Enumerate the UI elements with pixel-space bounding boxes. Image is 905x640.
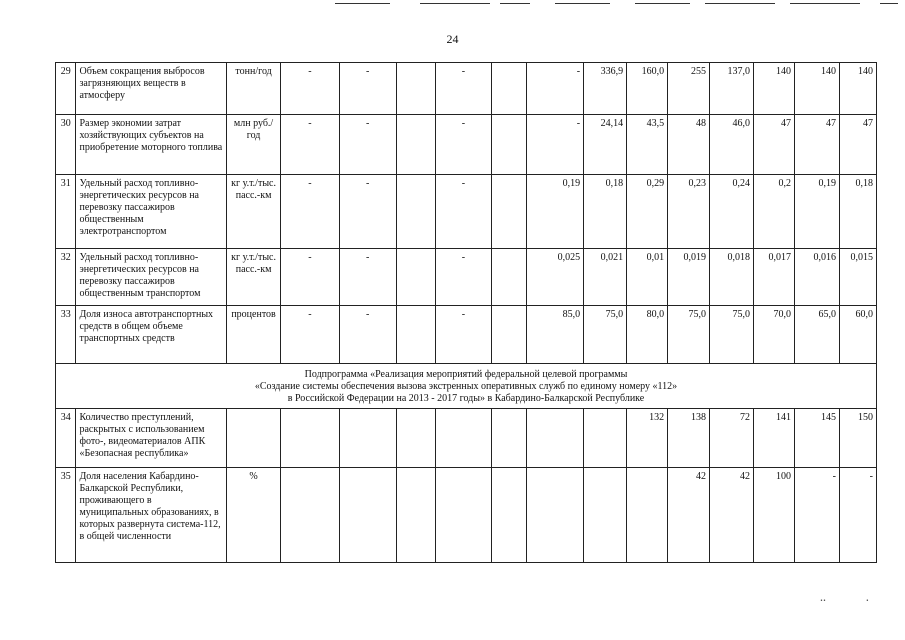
- value-cell: 42: [668, 468, 710, 563]
- value-cell: 0,021: [584, 249, 627, 306]
- indicator-name: Количество преступлений, раскрытых с использованием фото-, видеоматериалов АПК «Безопасная республика»: [76, 409, 226, 468]
- unit-cell: кг у.т./тыс. пасс.-км: [226, 175, 280, 249]
- value-cell: 336,9: [584, 63, 627, 115]
- value-cell: 141: [754, 409, 795, 468]
- value-cell: 72: [710, 409, 754, 468]
- value-cell: 47: [794, 115, 839, 175]
- indicator-name: Удельный расход топливно-энергетических ресурсов на перевозку пассажиров общественным электротранспортом: [76, 175, 226, 249]
- table-row: [56, 249, 877, 306]
- value-cell: [627, 468, 668, 563]
- row-number: 35: [56, 468, 76, 563]
- row-number: 29: [56, 63, 76, 115]
- value-cell: [396, 468, 435, 563]
- value-cell: 0,016: [794, 249, 839, 306]
- value-cell: -: [281, 306, 339, 364]
- value-cell: 75,0: [710, 306, 754, 364]
- value-cell: 0,29: [627, 175, 668, 249]
- table-row: [56, 306, 877, 364]
- value-cell: -: [281, 175, 339, 249]
- subprogram-title: [56, 364, 877, 409]
- value-cell: [435, 468, 491, 563]
- value-cell: [584, 468, 627, 563]
- table-row: [56, 63, 877, 115]
- value-cell: [492, 249, 527, 306]
- value-cell: 160,0: [627, 63, 668, 115]
- value-cell: [492, 175, 527, 249]
- value-cell: -: [435, 249, 491, 306]
- row-number: 32: [56, 249, 76, 306]
- row-number: 31: [56, 175, 76, 249]
- value-cell: 0,19: [526, 175, 583, 249]
- value-cell: [396, 63, 435, 115]
- value-cell: 255: [668, 63, 710, 115]
- value-cell: [396, 115, 435, 175]
- value-cell: 75,0: [584, 306, 627, 364]
- value-cell: -: [339, 306, 396, 364]
- value-cell: 100: [754, 468, 795, 563]
- indicator-name: Доля износа автотранспортных средств в общем объеме транспортных средств: [76, 306, 226, 364]
- top-edge-marks: [0, 0, 905, 8]
- row-number: 34: [56, 409, 76, 468]
- value-cell: 145: [794, 409, 839, 468]
- subprogram-line-2: «Создание системы обеспечения вызова экстренных оперативных служб по единому номеру «112»: [254, 381, 678, 392]
- value-cell: -: [281, 115, 339, 175]
- unit-cell: [226, 409, 280, 468]
- value-cell: 0,019: [668, 249, 710, 306]
- value-cell: 0,018: [710, 249, 754, 306]
- value-cell: 85,0: [526, 306, 583, 364]
- value-cell: [396, 249, 435, 306]
- value-cell: [281, 409, 339, 468]
- value-cell: 42: [710, 468, 754, 563]
- value-cell: -: [435, 175, 491, 249]
- value-cell: -: [281, 249, 339, 306]
- indicator-name: Объем сокращения выбросов загрязняющих веществ в атмосферу: [76, 63, 226, 115]
- unit-cell: процентов: [226, 306, 280, 364]
- indicator-name: Удельный расход топливно-энергетических ресурсов на перевозку пассажиров общественным транспортом: [76, 249, 226, 306]
- value-cell: [584, 409, 627, 468]
- value-cell: 65,0: [794, 306, 839, 364]
- value-cell: 75,0: [668, 306, 710, 364]
- subprogram-line-3: в Российской Федерации на 2013 - 2017 годы» в Кабардино-Балкарской Республике: [287, 393, 645, 404]
- value-cell: 0,19: [794, 175, 839, 249]
- value-cell: 140: [754, 63, 795, 115]
- value-cell: -: [435, 306, 491, 364]
- unit-cell: тонн/год: [226, 63, 280, 115]
- value-cell: 0,017: [754, 249, 795, 306]
- value-cell: [435, 409, 491, 468]
- value-cell: 70,0: [754, 306, 795, 364]
- value-cell: -: [339, 175, 396, 249]
- value-cell: [526, 468, 583, 563]
- value-cell: [492, 409, 527, 468]
- value-cell: 0,23: [668, 175, 710, 249]
- value-cell: [396, 175, 435, 249]
- table-row: [56, 468, 877, 563]
- value-cell: -: [794, 468, 839, 563]
- value-cell: -: [435, 63, 491, 115]
- value-cell: 0,025: [526, 249, 583, 306]
- value-cell: -: [435, 115, 491, 175]
- value-cell: -: [840, 468, 877, 563]
- value-cell: -: [339, 249, 396, 306]
- unit-cell: кг у.т./тыс. пасс.-км: [226, 249, 280, 306]
- value-cell: 138: [668, 409, 710, 468]
- value-cell: 80,0: [627, 306, 668, 364]
- value-cell: 140: [840, 63, 877, 115]
- value-cell: [492, 115, 527, 175]
- value-cell: 137,0: [710, 63, 754, 115]
- value-cell: [339, 468, 396, 563]
- value-cell: 0,01: [627, 249, 668, 306]
- indicator-name: Размер экономии затрат хозяйствующих субъектов на приобретение моторного топлива: [76, 115, 226, 175]
- value-cell: 0,2: [754, 175, 795, 249]
- value-cell: 0,18: [584, 175, 627, 249]
- value-cell: 150: [840, 409, 877, 468]
- row-number: 33: [56, 306, 76, 364]
- value-cell: 132: [627, 409, 668, 468]
- row-number: 30: [56, 115, 76, 175]
- value-cell: [492, 468, 527, 563]
- table-row: [56, 175, 877, 249]
- table-row: [56, 115, 877, 175]
- indicators-table: [55, 62, 877, 563]
- value-cell: [281, 468, 339, 563]
- value-cell: 0,015: [840, 249, 877, 306]
- value-cell: -: [526, 115, 583, 175]
- value-cell: 0,18: [840, 175, 877, 249]
- value-cell: 140: [794, 63, 839, 115]
- value-cell: -: [339, 63, 396, 115]
- unit-cell: млн руб./год: [226, 115, 280, 175]
- value-cell: 46,0: [710, 115, 754, 175]
- value-cell: 0,24: [710, 175, 754, 249]
- value-cell: [526, 409, 583, 468]
- subprogram-row: [56, 364, 877, 409]
- value-cell: 60,0: [840, 306, 877, 364]
- value-cell: -: [526, 63, 583, 115]
- value-cell: -: [281, 63, 339, 115]
- subprogram-line-1: Подпрограмма «Реализация мероприятий федеральной целевой программы: [304, 369, 628, 380]
- value-cell: -: [339, 115, 396, 175]
- value-cell: 24,14: [584, 115, 627, 175]
- value-cell: 48: [668, 115, 710, 175]
- value-cell: [492, 63, 527, 115]
- scan-marks: •• •: [820, 598, 869, 604]
- value-cell: [339, 409, 396, 468]
- value-cell: [396, 409, 435, 468]
- value-cell: 43,5: [627, 115, 668, 175]
- table-row: [56, 409, 877, 468]
- page-number: 24: [446, 32, 459, 46]
- value-cell: [396, 306, 435, 364]
- value-cell: 47: [754, 115, 795, 175]
- unit-cell: %: [226, 468, 280, 563]
- value-cell: [492, 306, 527, 364]
- value-cell: 47: [840, 115, 877, 175]
- indicator-name: Доля населения Кабардино-Балкарской Республики, проживающего в муниципальных образованиях, в которых развернута система-112, в общей численности: [76, 468, 226, 563]
